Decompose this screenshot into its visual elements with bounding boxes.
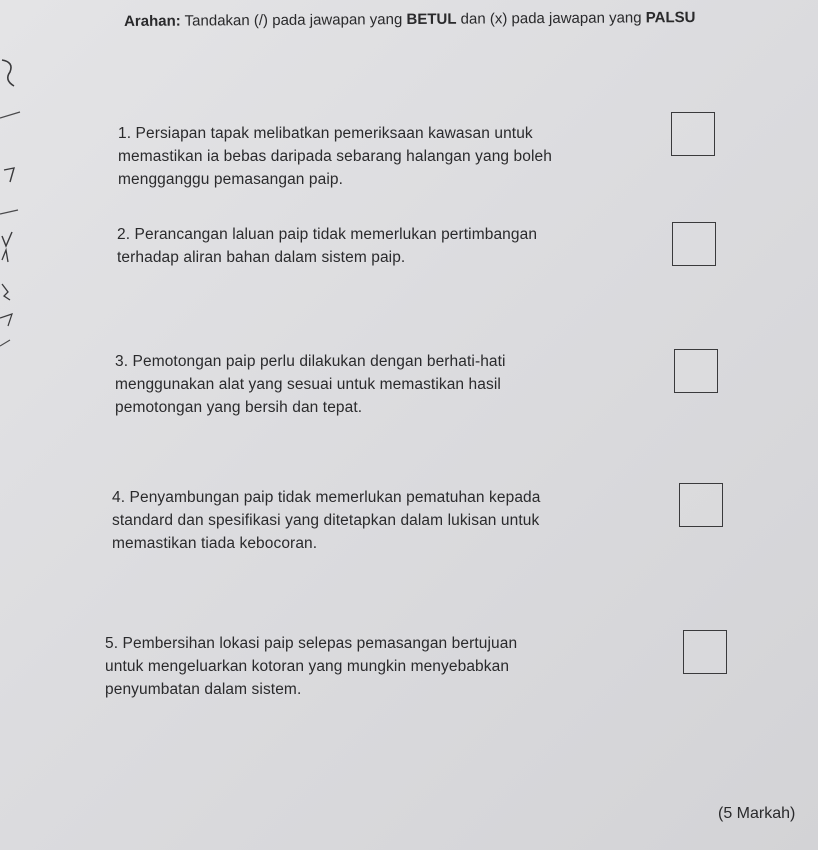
question-4 bbox=[112, 486, 541, 555]
margin-handwriting-marks bbox=[0, 0, 40, 420]
question-4-line-1: 4. Penyambungan paip tidak memerlukan pematuhan kepada bbox=[112, 489, 541, 506]
question-3 bbox=[115, 350, 506, 419]
question-1-line-2: memastikan ia bebas daripada sebarang halangan yang boleh bbox=[118, 148, 552, 165]
instruction-text bbox=[124, 7, 814, 32]
question-1-line-1: 1. Persiapan tapak melibatkan pemeriksaan kawasan untuk bbox=[118, 125, 533, 142]
answer-box-3[interactable] bbox=[674, 349, 718, 393]
question-2-line-1: 2. Perancangan laluan paip tidak memerlukan pertimbangan bbox=[117, 226, 538, 243]
answer-box-1[interactable] bbox=[671, 112, 715, 156]
question-2 bbox=[117, 223, 537, 269]
instruction-text-b: dan (x) pada jawapan yang bbox=[456, 9, 646, 28]
question-5-line-1: 5. Pembersihan lokasi paip selepas pemasangan bertujuan bbox=[105, 635, 518, 652]
betul-keyword: BETUL bbox=[406, 10, 457, 29]
answer-box-4[interactable] bbox=[679, 483, 723, 527]
answer-box-5[interactable] bbox=[683, 630, 727, 674]
question-2-line-2: terhadap aliran bahan dalam sistem paip. bbox=[117, 249, 406, 266]
instruction-text-a: Tandakan (/) pada jawapan yang bbox=[180, 11, 407, 30]
question-4-line-3: memastikan tiada kebocoran. bbox=[112, 535, 318, 552]
palsu-keyword: PALSU bbox=[645, 9, 696, 27]
question-3-line-1: 3. Pemotongan paip perlu dilakukan dengan berhati-hati bbox=[115, 353, 506, 370]
total-marks: (5 Markah) bbox=[718, 805, 796, 822]
question-3-line-2: menggunakan alat yang sesuai untuk memastikan hasil bbox=[115, 376, 501, 393]
question-1 bbox=[118, 122, 552, 191]
question-1-line-3: mengganggu pemasangan paip. bbox=[118, 171, 344, 188]
question-5-line-3: penyumbatan dalam sistem. bbox=[105, 681, 302, 698]
question-4-line-2: standard dan spesifikasi yang ditetapkan dalam lukisan untuk bbox=[112, 512, 540, 529]
question-5-line-2: untuk mengeluarkan kotoran yang mungkin menyebabkan bbox=[105, 658, 510, 675]
answer-box-2[interactable] bbox=[672, 222, 716, 266]
question-5 bbox=[105, 632, 517, 701]
instruction-label: Arahan: bbox=[124, 12, 181, 30]
question-3-line-3: pemotongan yang bersih dan tepat. bbox=[115, 399, 363, 416]
